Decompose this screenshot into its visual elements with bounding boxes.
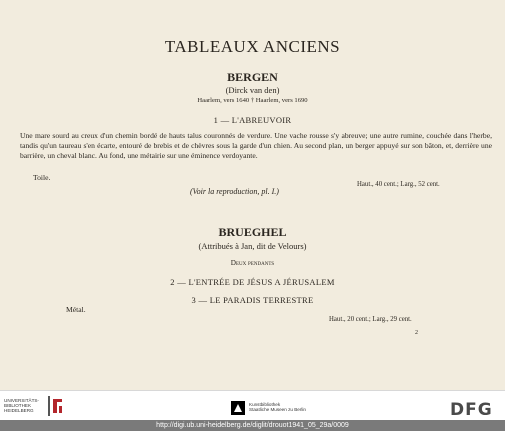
- university-library-logo-text: UNIVERSITÄTS- BIBLIOTHEK HEIDELBERG: [4, 398, 39, 414]
- footer-bar: [0, 390, 505, 431]
- page-title: TABLEAUX ANCIENS: [164, 37, 341, 56]
- lot-1-title: 1 — L'ABREUVOIR: [213, 115, 292, 125]
- page-number: 2: [415, 330, 418, 336]
- artist-name-bergen: BERGEN: [227, 70, 278, 84]
- source-url[interactable]: http://digi.ub.uni-heidelberg.de/diglit/drouot1941_05_29a/0009: [156, 422, 349, 429]
- artist-attribution-brueghel: (Attribués à Jan, dit de Velours): [198, 241, 307, 251]
- kunstbibliothek-logo-text: Kunstbibliothek Staatliche Museen zu Berlin: [249, 402, 306, 413]
- source-url-bar[interactable]: [0, 420, 505, 431]
- artist-details-bergen: Haarlem, vers 1640 † Haarlem, vers 1690: [197, 97, 308, 104]
- heidelberg-seal-icon: [48, 396, 66, 416]
- pendants-subtitle: Deux pendants: [230, 259, 275, 267]
- lot-1-medium: Toile.: [33, 173, 51, 182]
- lot-3-title: 3 — LE PARADIS TERRESTRE: [191, 295, 314, 305]
- lot-2-title: 2 — L'ENTRÉE DE JÉSUS A JÉRUSALEM: [170, 277, 335, 287]
- lot-1-description: Une mare sourd au creux d'un chemin bordé de hauts talus couronnés de verdure. Une vache rousse s'y abreuve; une autre rumine, couchée dans l'herbe, tandis qu'un taureau s'en écarte, entouré de brebis et de chèvres sous la garde d'un chien. Au second plan, un berger appuyé sur son bâton, et, derrière une barrière, un cheval blanc. Au fond, une métairie sur une éminence verdoyante.: [20, 131, 492, 160]
- lot-1-dimensions: Haut., 40 cent.; Larg., 52 cent.: [357, 181, 440, 188]
- artist-name-brueghel: BRUEGHEL: [218, 225, 287, 239]
- lots-2-3-dimensions: Haut., 20 cent.; Larg., 29 cent.: [329, 316, 412, 323]
- university-library-logo[interactable]: [4, 396, 74, 416]
- kunstbibliothek-logo[interactable]: [231, 400, 326, 418]
- lots-2-3-medium: Métal.: [66, 305, 86, 314]
- kunstbibliothek-emblem-icon: [231, 401, 245, 415]
- lot-1-reproduction-reference: (Voir la reproduction, pl. I.): [190, 187, 279, 196]
- artist-attribution-bergen: (Dirck van den): [225, 85, 280, 95]
- dfg-logo[interactable]: DFG: [450, 400, 493, 420]
